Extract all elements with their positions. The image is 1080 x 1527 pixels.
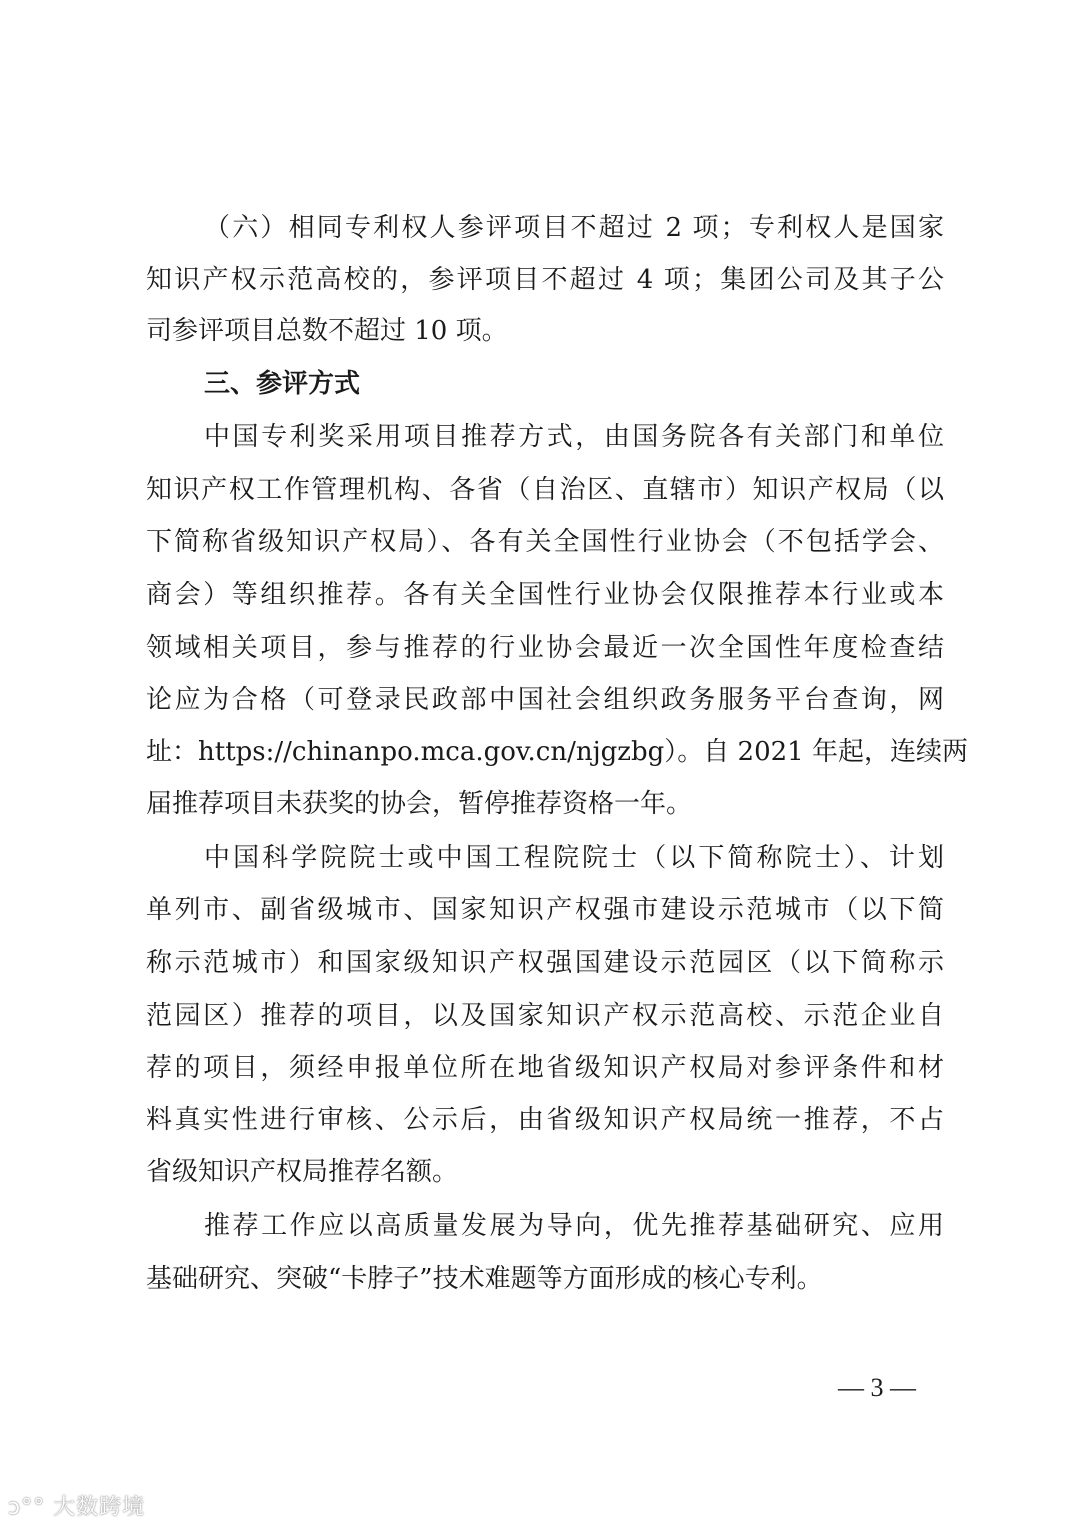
text-line: 商会）等组织推荐。各有关全国性行业协会仅限推荐本行业或本 bbox=[146, 580, 944, 610]
section-heading: 三、参评方式 bbox=[204, 369, 361, 399]
text-line: （六）相同专利权人参评项目不超过 2 项；专利权人是国家 bbox=[204, 213, 944, 243]
watermark-text: 大数跨境 bbox=[53, 1495, 146, 1520]
text-line: 单列市、副省级城市、国家知识产权强市建设示范城市（以下简 bbox=[146, 895, 944, 925]
text-line: 称示范城市）和国家级知识产权强国建设示范园区（以下简称示 bbox=[146, 948, 944, 978]
text-line: 推荐工作应以高质量发展为导向，优先推荐基础研究、应用 bbox=[204, 1211, 944, 1241]
text-line: 荐的项目，须经申报单位所在地省级知识产权局对参评条件和材 bbox=[146, 1053, 944, 1083]
text-line: 中国专利奖采用项目推荐方式，由国务院各有关部门和单位 bbox=[204, 422, 944, 452]
text-line: 址：https://chinanpo.mca.gov.cn/njgzbg）。自 2021 年起，连续两 bbox=[146, 737, 968, 767]
text-line: 论应为合格（可登录民政部中国社会组织政务服务平台查询，网 bbox=[146, 685, 944, 715]
text-line: 基础研究、突破“卡脖子”技术难题等方面形成的核心专利。 bbox=[146, 1264, 823, 1294]
text-line: 知识产权工作管理机构、各省（自治区、直辖市）知识产权局（以 bbox=[146, 475, 944, 505]
page-number: — 3 — bbox=[838, 1373, 916, 1402]
text-line: 领域相关项目，参与推荐的行业协会最近一次全国性年度检查结 bbox=[146, 633, 944, 663]
watermark-icon: ↄ°° bbox=[8, 1495, 46, 1520]
text-line: 下简称省级知识产权局）、各有关全国性行业协会（不包括学会、 bbox=[146, 527, 944, 557]
text-line: 中国科学院院士或中国工程院院士（以下简称院士）、计划 bbox=[204, 843, 944, 873]
text-line: 省级知识产权局推荐名额。 bbox=[146, 1157, 459, 1187]
text-line: 料真实性进行审核、公示后，由省级知识产权局统一推荐，不占 bbox=[146, 1105, 944, 1135]
text-line: 司参评项目总数不超过 10 项。 bbox=[146, 316, 508, 346]
watermark-logo bbox=[8, 1490, 145, 1521]
text-line: 届推荐项目未获奖的协会，暂停推荐资格一年。 bbox=[146, 789, 693, 819]
text-line: 范园区）推荐的项目，以及国家知识产权示范高校、示范企业自 bbox=[146, 1001, 944, 1031]
text-line: 知识产权示范高校的，参评项目不超过 4 项；集团公司及其子公 bbox=[146, 265, 944, 295]
